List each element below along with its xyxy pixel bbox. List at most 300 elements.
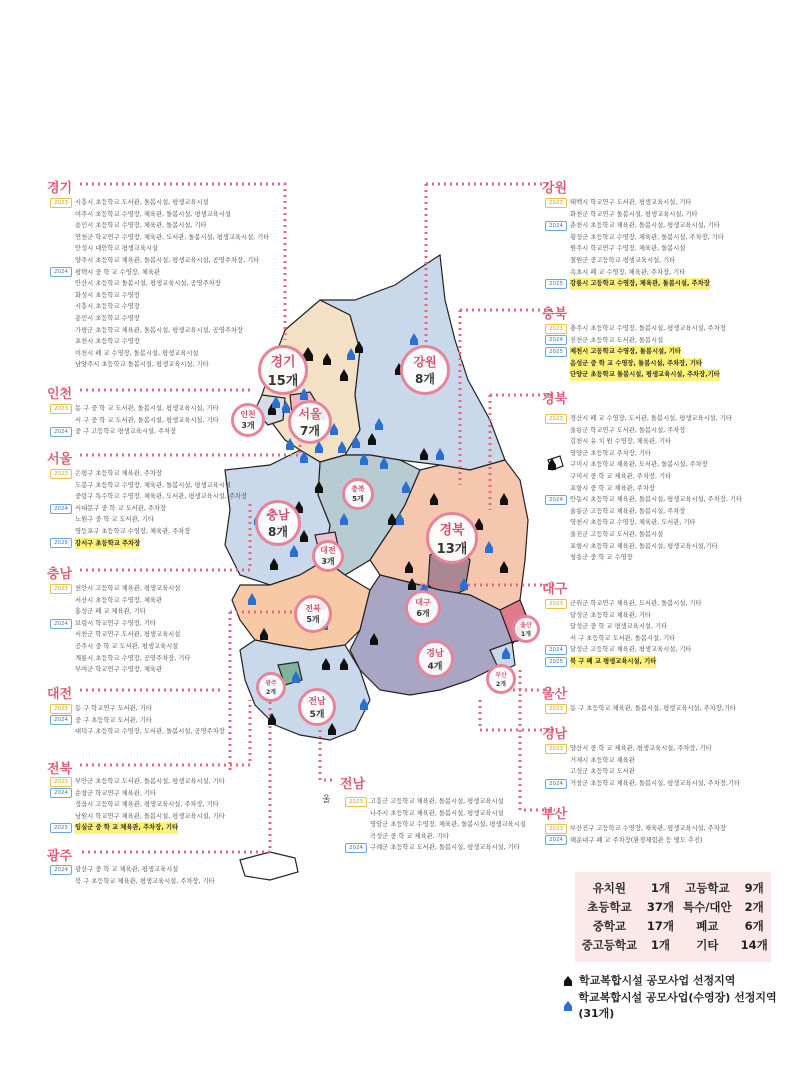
year-badge: 2024	[50, 788, 72, 798]
year-badge	[545, 541, 567, 551]
list-item	[50, 788, 225, 800]
list-item-text: 구미시 초등학교 체육관, 도서관, 돌봄시설, 주차장	[570, 461, 708, 469]
list-item-text: 여주시 초등학교 수영장, 체육관, 돌봄시설, 평생교육시설	[75, 210, 231, 218]
bubble-label: 충남	[266, 508, 290, 522]
summary-label: 유치원	[592, 880, 627, 895]
list-item-text: 영양군 초등학교 주차장, 기타	[570, 449, 651, 457]
list-item	[545, 220, 724, 232]
list-item	[545, 755, 740, 767]
year-badge	[545, 472, 567, 482]
year-badge: 2024	[545, 645, 567, 655]
summary-count: 37개	[646, 899, 675, 914]
year-badge	[545, 460, 567, 470]
bubble-count: 3개	[241, 421, 255, 430]
list-item-text: 영암군 초등학교 수영장, 체육관, 돌봄시설, 평생교육시설	[370, 821, 526, 829]
bubble-count: 5개	[306, 615, 320, 624]
list-item-text: 속초시 폐 교 수영장, 체육관, 주차장, 기타	[570, 268, 686, 276]
bubble-label: 경기	[270, 355, 296, 370]
list-item-text: 구미시 중 학 교 체육관, 주차장, 기타	[570, 472, 672, 480]
list-item-text: 시흥시 초등학교 도서관, 돌봄시설, 평생교육시설	[75, 199, 209, 206]
list-item	[50, 776, 225, 788]
list-item-text: 곡성군 중 학 교 체육관, 기타	[370, 832, 449, 840]
year-badge	[545, 449, 567, 459]
list-item	[545, 278, 724, 290]
list-item	[545, 369, 726, 381]
bubble-label: 경북	[439, 523, 465, 538]
list-item-text: 이천시 폐 교 수영장, 돌봄시설, 평생교육시설	[75, 349, 199, 357]
list-item	[50, 220, 269, 232]
year-badge	[545, 634, 567, 644]
list-item-text: 부안군 초등학교 도서관, 돌봄시설, 평생교육시설, 기타	[75, 778, 225, 785]
list-item	[50, 629, 190, 641]
list-item-text: 서 구 중 학 교 도서관, 돌봄시설, 평생교육시설, 기타	[75, 416, 219, 424]
year-badge: 2024	[545, 779, 567, 789]
list-item-text: 제천시 고등학교 수영장, 돌봄시설, 기타	[570, 346, 681, 358]
bubble-label: 강원	[413, 355, 437, 369]
list-item	[545, 267, 724, 279]
bubble-count: 15개	[267, 374, 299, 389]
year-badge: 2024	[345, 843, 367, 853]
legend-blue	[563, 989, 800, 1021]
list-gangwon	[545, 197, 724, 290]
year-badge	[545, 256, 567, 266]
list-item-text: 음성군 중 학 교 수영장, 돌봄시설, 주차장, 기타	[570, 358, 702, 370]
year-badge	[545, 370, 567, 380]
year-badge: 2025	[545, 279, 567, 289]
list-item	[545, 517, 742, 529]
school-black-icon	[563, 975, 573, 986]
list-item-text: 동 구 중 학 교 도서관, 돌봄시설, 평생교육시설, 기타	[75, 405, 219, 412]
bubble-count: 6개	[416, 609, 430, 618]
region-title-gwangju: 광주	[47, 849, 73, 864]
year-badge: 2023	[50, 469, 72, 479]
year-badge: 2023	[545, 198, 567, 208]
list-item	[50, 606, 190, 618]
list-daegu	[545, 598, 702, 668]
bubble-ulsan[interactable]	[512, 615, 540, 643]
list-item	[50, 197, 269, 209]
list-item-text: 진천군 초등학교 도서관, 돌봄시설	[570, 336, 664, 344]
list-item	[50, 415, 219, 427]
list-item-text: 중랑구 특수학교 수영장, 체육관, 도서관, 평생교육시설, 주차장	[75, 493, 248, 501]
list-item-text: 용인시 초등학교 수영장, 체육관, 돌봄시설, 기타	[75, 222, 207, 230]
list-chungbuk	[545, 323, 726, 381]
list-item-text: 거창군 초등학교 체육관, 돌봄시설, 평생교육시설, 주차장,기타	[570, 779, 741, 787]
list-item-text: 중 구 고등학교 평생교육시설, 주차장	[75, 428, 177, 436]
list-item-text: 군위군 학교연구 체육관, 도서관, 돌봄시설, 기타	[570, 600, 702, 607]
list-jeonnam	[345, 796, 526, 854]
list-item	[545, 335, 726, 347]
list-item-text: 서 구 초등학교 도서관, 돌봄시설, 기타	[570, 634, 676, 642]
list-item-text: 태백시 학교연구 도서관, 평생교육시설, 기타	[570, 199, 692, 206]
summary-table	[575, 872, 771, 962]
bubble-busan[interactable]	[486, 664, 516, 694]
list-item-text: 화천군 학교연구 돌봄시설, 평생교육시설, 기타	[570, 210, 698, 218]
list-item	[50, 726, 225, 738]
list-item-text: 남원시 학교연구 체육관, 돌봄시설, 평생교육시설, 기타	[75, 812, 225, 820]
summary-count: 1개	[650, 880, 671, 895]
list-item	[50, 209, 269, 221]
list-item	[50, 799, 225, 811]
region-title-busan: 부산	[542, 807, 568, 822]
bubble-gyeongnam[interactable]	[416, 640, 454, 678]
year-badge	[50, 607, 72, 617]
year-badge: 2024	[50, 619, 72, 629]
year-badge	[545, 553, 567, 563]
year-badge	[50, 337, 72, 347]
year-badge	[50, 360, 72, 370]
list-item	[50, 426, 219, 438]
list-item-text: 정읍시 고등학교 체육관, 평생교육시설, 주차장, 기타	[75, 801, 219, 809]
bubble-gwangju[interactable]	[256, 672, 286, 702]
region-title-daegu: 대구	[542, 582, 568, 597]
year-badge	[50, 515, 72, 525]
bubble-jeonnam[interactable]	[298, 688, 336, 726]
bubble-count: 4개	[427, 662, 443, 672]
list-item-text: 천안시 고등학교 체육관, 평생교육시설	[75, 585, 181, 592]
year-badge	[545, 209, 567, 219]
list-item	[545, 835, 726, 847]
list-item-text: 고흥군 고등학교 체육관, 돌봄시설, 평생교육시설	[370, 798, 504, 805]
list-item-text: 계룡시 초등학교 수영장, 공영주차장, 기타	[75, 654, 191, 662]
year-badge: 2023	[545, 414, 567, 424]
list-chungnam	[50, 583, 190, 676]
list-item-text: 남양주시 초등학교 돌봄시설, 평생교육시설, 기타	[75, 361, 209, 369]
list-item	[545, 529, 742, 541]
list-item-text: 대덕구 초등학교 수영장, 도서관, 돌봄시설, 공영주차장	[75, 728, 225, 736]
region-title-gyeonggi: 경기	[47, 181, 73, 196]
list-item-text: 달성군 고등학교 체육관, 평생교육시설, 기타	[570, 646, 692, 654]
region-title-gyeongbuk: 경북	[542, 392, 568, 407]
list-daejeon	[50, 703, 225, 738]
list-item	[50, 336, 269, 348]
legend-black-label: 학교복합시설 공모사업 선정지역	[579, 974, 736, 987]
list-item	[545, 703, 736, 715]
year-badge	[545, 483, 567, 493]
list-item-text: 충주시 초등학교 수영장, 돌봄시설, 평생교육시설, 주차장	[570, 325, 726, 332]
list-item	[345, 796, 526, 808]
year-badge: 2023	[545, 744, 567, 754]
year-badge	[50, 325, 72, 335]
list-item	[545, 448, 742, 460]
year-badge	[50, 665, 72, 675]
list-item	[50, 514, 247, 526]
list-item	[345, 819, 526, 831]
list-item	[545, 436, 742, 448]
list-item	[50, 325, 269, 337]
region-title-gangwon: 강원	[542, 181, 568, 196]
year-badge: 2023	[545, 704, 567, 714]
year-badge: 2023	[545, 324, 567, 334]
summary-label: 중고등학교	[581, 937, 638, 952]
list-item	[545, 610, 702, 622]
year-badge	[50, 492, 72, 502]
bubble-daegu[interactable]	[405, 590, 441, 626]
bubble-label: 충북	[351, 485, 365, 493]
year-badge: 2025	[50, 823, 72, 833]
list-item	[545, 541, 742, 553]
list-item	[545, 323, 726, 335]
year-badge	[50, 349, 72, 359]
list-item-text: 공주시 중 학 교 도서관, 평생교육시설	[75, 642, 179, 650]
list-item	[50, 641, 190, 653]
year-badge: 2023	[50, 404, 72, 414]
year-badge: 2024	[545, 495, 567, 505]
list-item-text: 울릉군 고등학교 체육관, 돌봄시설, 주차장	[570, 507, 686, 515]
year-badge	[50, 876, 72, 886]
list-item-text: 북 구 초등학교 체육관, 평생교육시설, 주차장, 기타	[75, 877, 215, 885]
list-item	[545, 471, 742, 483]
list-item	[545, 598, 702, 610]
year-badge: 2023	[50, 777, 72, 787]
bubble-chungbuk[interactable]	[342, 478, 374, 510]
list-item	[545, 197, 724, 209]
year-badge: 2023	[545, 599, 567, 609]
list-item-text: 거제시 초등학교 체육관	[570, 756, 635, 764]
list-item-text: 화성시 초등학교 수영장	[75, 291, 140, 299]
region-title-daejeon: 대전	[47, 687, 73, 702]
year-badge: 2025	[50, 538, 72, 548]
summary-label: 고등학교	[685, 880, 730, 895]
year-badge	[545, 622, 567, 632]
year-badge: 2023	[50, 198, 72, 208]
summary-row	[575, 935, 771, 954]
list-item-text: 서천군 학교연구 도서관, 평생교육시설	[75, 631, 181, 639]
region-title-gyeongnam: 경남	[542, 727, 568, 742]
bubble-chungnam[interactable]	[255, 500, 301, 546]
list-item-text: 시흥시 초등학교 수영장	[75, 303, 140, 311]
list-item-text: 부산진구 고등학교 수영장, 체육관, 평생교육시설, 주차장	[570, 825, 726, 832]
list-item	[545, 823, 726, 835]
bubble-daejeon[interactable]	[312, 540, 344, 572]
list-item	[50, 618, 190, 630]
list-item	[50, 278, 269, 290]
year-badge	[50, 727, 72, 737]
list-item	[545, 743, 740, 755]
year-badge	[50, 800, 72, 810]
list-item	[545, 459, 742, 471]
year-badge	[50, 630, 72, 640]
list-item-text: 부여군 학교연구 수영장, 체육관	[75, 666, 163, 674]
year-badge	[50, 642, 72, 652]
year-badge: 2024	[50, 427, 72, 437]
bubble-label: 광주	[265, 680, 277, 687]
year-badge	[50, 595, 72, 605]
region-title-jeonbuk: 전북	[47, 762, 73, 777]
year-badge: 2024	[545, 221, 567, 231]
year-badge	[545, 425, 567, 435]
region-title-chungnam: 충남	[47, 567, 73, 582]
bubble-count: 3개	[321, 557, 335, 566]
list-item-text: 구례군 초등학교 도서관, 돌봄시설, 평생교육시설, 기타	[370, 844, 520, 852]
list-item-text: 평택시 중 학 교 수영장, 체육관	[75, 268, 161, 276]
summary-row	[575, 897, 771, 916]
summary-label: 초등학교	[587, 899, 632, 914]
year-badge	[50, 653, 72, 663]
list-item	[545, 766, 740, 778]
list-item-text: 홍성군 폐 교 체육관, 기타	[75, 608, 146, 616]
list-item-text: 안성시 대안학교 평생교육시설	[75, 245, 159, 253]
list-jeonbuk	[50, 776, 225, 834]
list-item-text: 안동시 초등학교 체육관, 돌봄시설, 평생교육시설, 주차장, 기타	[570, 496, 743, 504]
list-item	[545, 425, 742, 437]
bubble-label: 대전	[320, 546, 336, 555]
bubble-seoul[interactable]	[288, 400, 332, 444]
region-title-seoul: 서울	[47, 452, 73, 467]
summary-count: 6개	[744, 918, 764, 933]
list-item-text: 광산구 중 학 교 체육관, 평생교육시설	[75, 866, 179, 873]
bubble-count: 8개	[415, 372, 435, 386]
summary-label: 폐교	[696, 918, 719, 933]
summary-label: 중학교	[592, 918, 627, 933]
list-item-text: 횡성군 초등학교 수영장, 체육관, 돌봄시설, 주차장, 기타	[570, 233, 724, 241]
year-badge	[50, 221, 72, 231]
year-badge	[545, 530, 567, 540]
list-item-text: 원주시 학교연구 수영장, 체육관, 돌봄시설	[570, 245, 686, 253]
list-item	[545, 494, 742, 506]
list-item-text: 달성군 중 학 교 평생교육시설, 기타	[570, 623, 668, 631]
list-item-text: 김천시 유 치 원 수영장, 체육관, 기타	[570, 438, 672, 446]
year-badge	[50, 244, 72, 254]
year-badge	[545, 767, 567, 777]
list-item	[545, 778, 740, 790]
year-badge	[545, 244, 567, 254]
list-item	[545, 644, 702, 656]
list-incheon	[50, 403, 219, 438]
year-badge	[50, 291, 72, 301]
list-item	[50, 255, 269, 267]
bubble-count: 7개	[300, 424, 320, 438]
summary-count: 9개	[744, 880, 764, 895]
year-badge	[545, 518, 567, 528]
bubble-incheon[interactable]	[231, 403, 265, 437]
year-badge	[345, 808, 367, 818]
list-item-text: 고성군 초등학교 도서관	[570, 768, 635, 776]
list-item	[50, 480, 247, 492]
list-item	[50, 583, 190, 595]
list-item-text: 북 구 폐 교 평생교육시설, 기타	[570, 656, 656, 668]
list-item-text: 단양군 초등학교 돌봄시설, 평생교육시설, 주차장,기타	[570, 369, 720, 381]
list-item	[545, 483, 742, 495]
list-item	[50, 876, 215, 888]
region-title-jeonnam: 전남	[340, 777, 366, 792]
bubble-gyeongbuk[interactable]	[426, 512, 478, 564]
bubble-count: 5개	[309, 710, 325, 720]
list-item	[50, 703, 225, 715]
list-item	[545, 358, 726, 370]
bubble-gangwon[interactable]	[400, 345, 450, 395]
list-item	[50, 290, 269, 302]
list-item	[545, 243, 724, 255]
list-item	[545, 633, 702, 645]
list-item	[50, 595, 190, 607]
list-item	[50, 232, 269, 244]
list-item	[50, 468, 247, 480]
list-item	[50, 313, 269, 325]
list-item-text: 보령시 학교연구 수영장, 기타	[75, 619, 156, 627]
bubble-count: 13개	[436, 542, 468, 557]
list-item	[50, 503, 247, 515]
list-item-text: 울진군 고등학교 도서관, 돌봄시설	[570, 530, 664, 538]
list-item-text: 나주시 초등학교 체육관, 돌봄시설, 평생교육시설	[370, 809, 504, 817]
bubble-jeonbuk[interactable]	[294, 595, 332, 633]
bubble-label: 서울	[298, 407, 322, 421]
list-busan	[545, 823, 726, 846]
list-item	[50, 301, 269, 313]
list-item-text: 울릉군 학교연구 도서관, 돌봄시설, 주차장	[570, 426, 686, 434]
list-item	[545, 413, 742, 425]
list-item	[545, 346, 726, 358]
list-item	[345, 842, 526, 854]
list-item	[545, 506, 742, 518]
list-item-text: 해운대구 폐 교 주차장(환경체험관 등 별도 추진)	[570, 836, 703, 844]
region-title-incheon: 인천	[47, 387, 73, 402]
bubble-label: 울산	[520, 622, 532, 629]
list-item	[50, 653, 190, 665]
bubble-label: 대구	[415, 598, 431, 607]
map-jeju	[240, 852, 298, 880]
bubble-count: 8개	[268, 525, 288, 539]
summary-count: 14개	[740, 937, 768, 952]
list-item-text: 양산시 중 학 교 체육관, 평생교육시설, 주차장, 기타	[570, 745, 712, 752]
summary-label: 특수/대안	[683, 899, 732, 914]
list-item-text: 은평구 초등학교 체육관, 주차장	[75, 470, 163, 477]
year-badge: 2023	[50, 584, 72, 594]
year-badge: 2023	[545, 824, 567, 834]
list-item-text: 서대문구 중 학 교 도서관, 주차장	[75, 504, 167, 512]
summary-row	[575, 878, 771, 897]
list-item-text: 강서구 초등학교 주차장	[75, 538, 140, 550]
year-badge	[545, 507, 567, 517]
list-item-text: 순창군 학교연구 체육관, 기타	[75, 789, 156, 797]
list-item	[545, 656, 702, 668]
bubble-label: 인천	[240, 410, 256, 419]
year-badge	[50, 209, 72, 219]
year-badge: 2025	[545, 657, 567, 667]
year-badge	[545, 437, 567, 447]
list-item	[50, 864, 215, 876]
region-title-chungbuk: 충북	[542, 307, 568, 322]
bubble-label: 전북	[305, 604, 321, 613]
list-gyeongnam	[545, 743, 740, 789]
list-item	[545, 209, 724, 221]
bubble-count: 1개	[521, 631, 531, 638]
list-item-text: 청송군 중 학 교 수영장	[570, 554, 633, 562]
list-item	[50, 403, 219, 415]
list-item-text: 동 구 학교연구 도서관, 기타	[75, 705, 152, 712]
list-item-text: 연천군 학교연구 수영장, 체육관, 도서관, 돌봄시설, 평생교육시설, 기타	[75, 233, 270, 241]
list-item	[545, 255, 724, 267]
region-title-ulsan: 울산	[542, 687, 568, 702]
list-gwangju	[50, 864, 215, 887]
list-item	[50, 664, 190, 676]
year-badge	[345, 832, 367, 842]
year-badge: 2024	[50, 267, 72, 277]
year-badge	[545, 755, 567, 765]
year-badge: 2023	[50, 704, 72, 714]
list-item-text: 포항시 중 학 교 체육관, 주차장	[570, 484, 656, 492]
summary-count: 1개	[650, 937, 671, 952]
list-item	[50, 526, 247, 538]
bubble-label: 전남	[308, 697, 326, 707]
year-badge: 2024	[50, 865, 72, 875]
list-item-text: 안산시 초등학교 돌봄시설, 평생교육시설, 공영주차장	[75, 280, 221, 288]
list-item	[50, 715, 225, 727]
year-badge: 2024	[50, 504, 72, 514]
list-item	[50, 811, 225, 823]
year-badge	[50, 279, 72, 289]
list-item	[50, 267, 269, 279]
